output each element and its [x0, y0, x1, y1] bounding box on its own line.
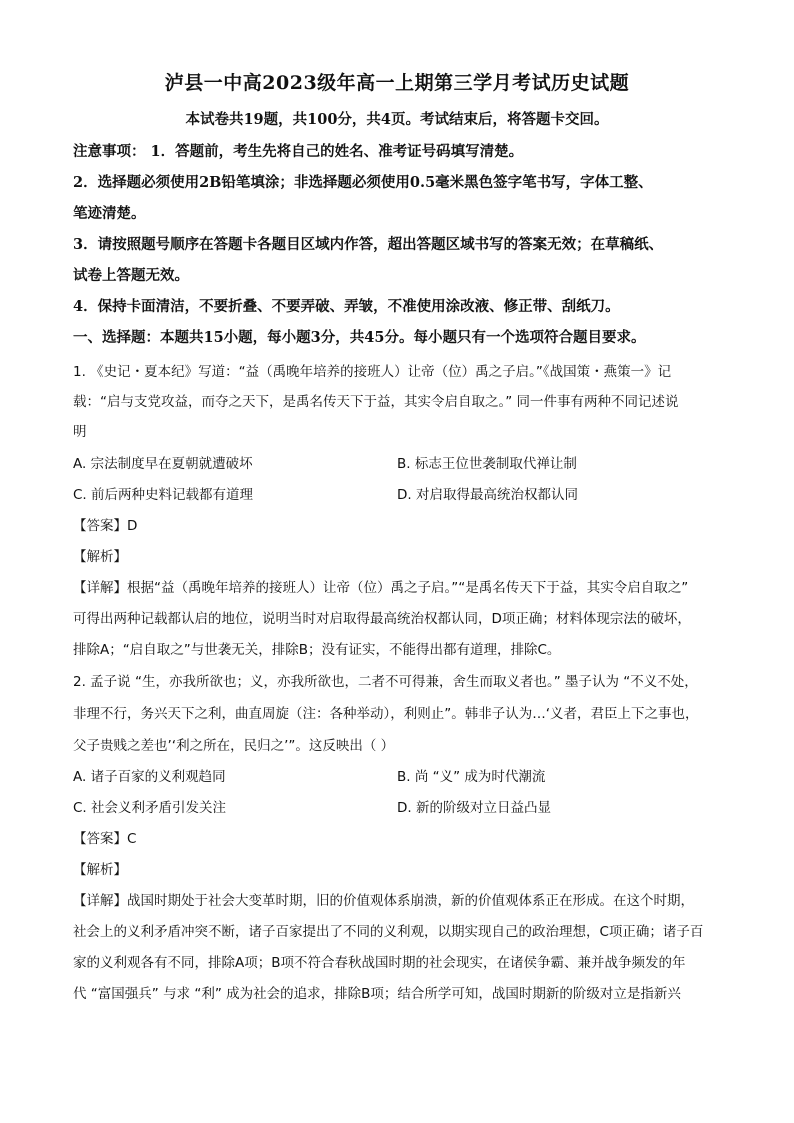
q1-detail-line1: 【详解】根据“益（禹晚年培养的接班人）让帝（位）禹之子启。”“是禹名传天下于益，其实令启自取之” — [73, 580, 689, 596]
q2-stem-line1: 2. 孟子说 “生，亦我所欲也；义，亦我所欲也，二者不可得兼，舍生而取义者也。” 墨子认为 “不义不处， — [73, 674, 698, 690]
q2-answer: 【答案】C — [73, 831, 137, 847]
q2-analysis-label: 【解析】 — [73, 862, 127, 878]
q1-analysis-label: 【解析】 — [73, 549, 127, 565]
q1-option-c: C. 前后两种史料记载都有道理 — [73, 487, 254, 503]
section-heading: 一、选择题：本题共15小题，每小题3分，共45分。每小题只有一个选项符合题目要求。 — [73, 329, 646, 346]
q2-detail-line4: 代 “富国强兵” 与求 “利” 成为社会的追求，排除B项；结合所学可知，战国时期新的阶级对立是指新兴 — [73, 986, 681, 1002]
note-3-line2: 试卷上答题无效。 — [73, 267, 189, 284]
page-title: 泸县一中高2023级年高一上期第三学月考试历史试题 — [164, 72, 630, 94]
q1-stem-line1: 1. 《史记・夏本纪》写道：“益（禹晚年培养的接班人）让帝（位）禹之子启。”《战国策・燕策一》记 — [73, 364, 672, 380]
q1-stem-line2: 载：“启与支党攻益，而夺之天下，是禹名传天下于益，其实令启自取之。” 同一件事有两种不同记述说 — [73, 394, 679, 410]
q2-stem-line2: 非理不行，务兴天下之利，曲直周旋（注：各种举动），利则止”。韩非子认为…‘义者，君臣上下之事也， — [73, 706, 699, 722]
note-3-line1: 3．请按照题号顺序在答题卡各题目区域内作答，超出答题区域书写的答案无效；在草稿纸、 — [73, 236, 664, 253]
note-2-line1: 2．选择题必须使用2B铅笔填涂；非选择题必须使用0.5毫米黑色签字笔书写，字体工整、 — [73, 174, 653, 191]
q1-option-a: A. 宗法制度早在夏朝就遭破坏 — [73, 456, 253, 472]
q1-option-b: B. 标志王位世袭制取代禅让制 — [397, 456, 577, 472]
q1-detail-line2: 可得出两种记载都认启的地位，说明当时对启取得最高统治权都认同，D项正确；材料体现宗法的破坏， — [73, 611, 691, 627]
q2-stem-line3: 父子贵贱之差也’‘利之所在，民归之’”。这反映出（ ） — [73, 738, 395, 754]
q1-detail-line3: 排除A；“启自取之”与世袭无关，排除B；没有证实，不能得出都有道理，排除C。 — [73, 642, 561, 658]
q2-detail-line2: 社会上的义利矛盾冲突不断，诸子百家提出了不同的义利观，以期实现自己的政治理想，C项正确；诸子百 — [73, 924, 704, 940]
q1-option-d: D. 对启取得最高统治权都认同 — [397, 487, 578, 503]
q2-option-a: A. 诸子百家的义利观趋同 — [73, 769, 226, 785]
q2-detail-line1: 【详解】战国时期处于社会大变革时期，旧的价值观体系崩溃，新的价值观体系正在形成。在这个时期， — [73, 893, 694, 909]
q1-stem-line3: 明 — [73, 424, 87, 440]
note-2-line2: 笔迹清楚。 — [73, 205, 146, 222]
q2-option-d: D. 新的阶级对立日益凸显 — [397, 800, 551, 816]
note-1: 注意事项： 1．答题前，考生先将自己的姓名、准考证号码填写清楚。 — [73, 143, 524, 160]
q2-detail-line3: 家的义利观各有不同，排除A项；B项不符合春秋战国时期的社会现实，在诸侯争霸、兼并战争频发的年 — [73, 955, 686, 971]
q2-option-c: C. 社会义利矛盾引发关注 — [73, 800, 227, 816]
exam-info: 本试卷共19题，共100分，共4页。考试结束后，将答题卡交回。 — [185, 111, 609, 128]
note-4: 4．保持卡面清洁，不要折叠、不要弄破、弄皱，不准使用涂改液、修正带、刮纸刀。 — [73, 298, 620, 315]
q2-option-b: B. 尚 “义” 成为时代潮流 — [397, 769, 546, 785]
q1-answer: 【答案】D — [73, 518, 138, 534]
